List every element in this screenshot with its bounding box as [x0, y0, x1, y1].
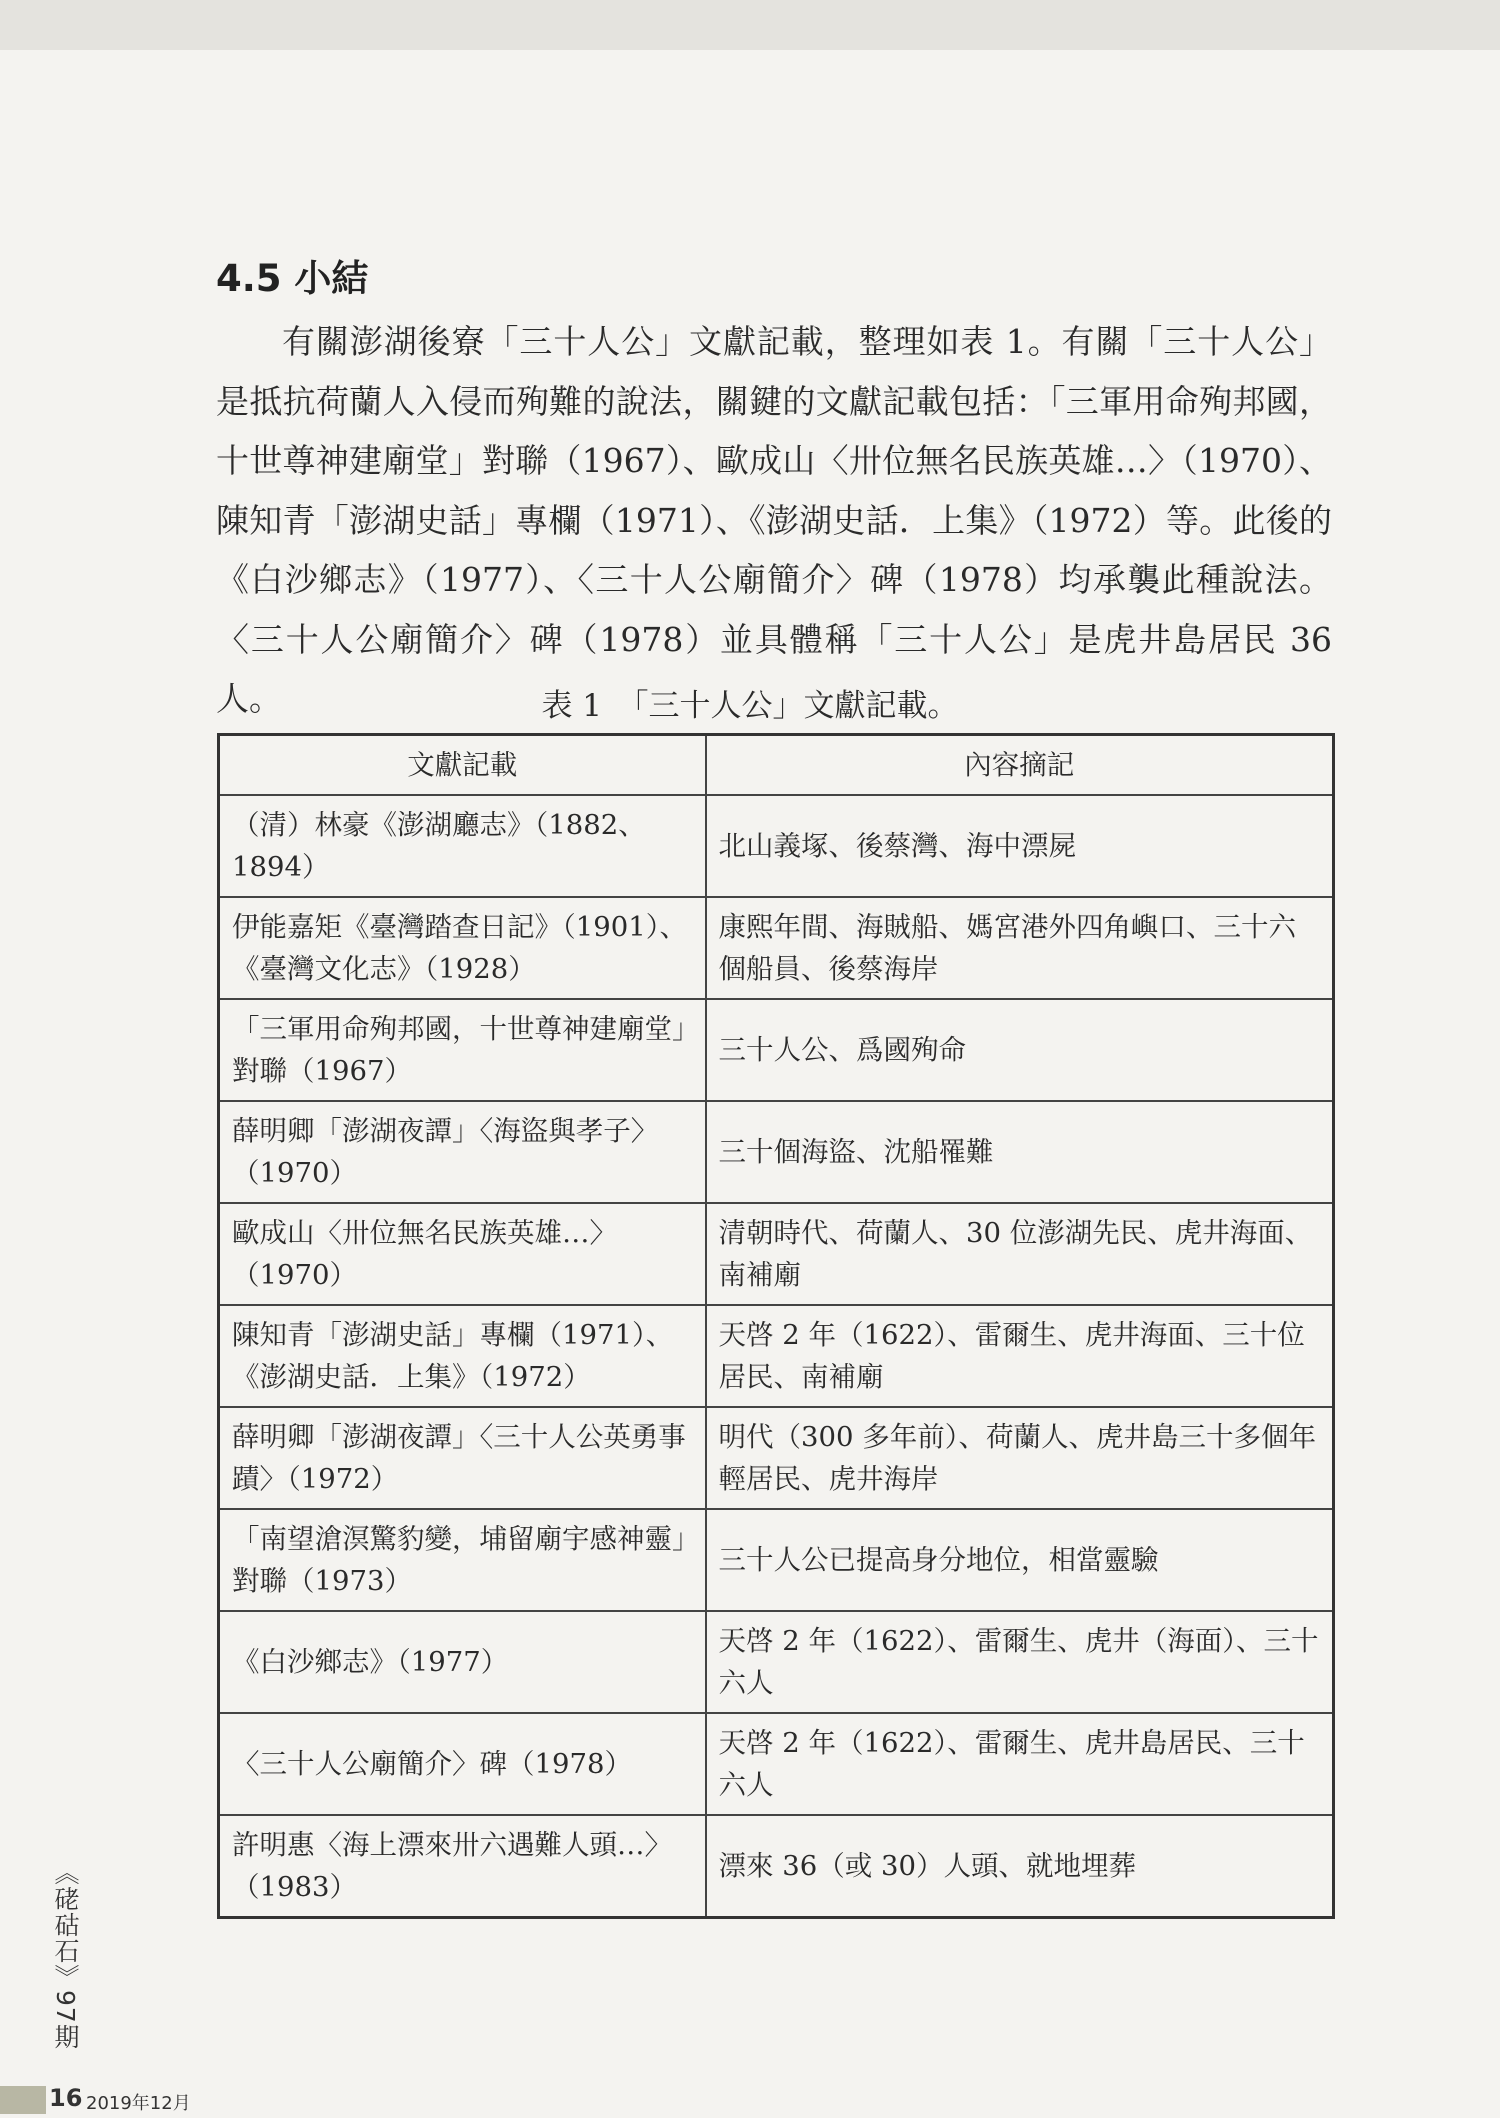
page-number: 16: [49, 2084, 83, 2112]
footer-bar: [0, 2086, 46, 2114]
literature-cell: 「三軍用命殉邦國，十世尊神建廟堂」對聯（1967）: [219, 999, 706, 1101]
table-row: [219, 1305, 1334, 1407]
table-row: [219, 897, 1334, 999]
literature-cell: 陳知青「澎湖史話」專欄（1971）、《澎湖史話．上集》（1972）: [219, 1305, 706, 1407]
content-cell: 天啓 2 年（1622）、雷爾生、虎井島居民、三十六人: [706, 1713, 1334, 1815]
content-cell: 清朝時代、荷蘭人、30 位澎湖先民、虎井海面、南補廟: [706, 1203, 1334, 1305]
journal-title: 《硓𥑮石》97期: [51, 1860, 80, 2050]
table-row: [219, 1815, 1334, 1918]
table-row: [219, 1509, 1334, 1611]
literature-cell: 薛明卿「澎湖夜譚」〈海盜與孝子〉（1970）: [219, 1101, 706, 1203]
literature-cell: 許明惠〈海上漂來卅六遇難人頭…〉（1983）: [219, 1815, 706, 1918]
content-cell: 漂來 36（或 30）人頭、就地埋葬: [706, 1815, 1334, 1918]
table-row: [219, 1713, 1334, 1815]
paragraph-text: 有關澎湖後寮「三十人公」文獻記載，整理如表 1。有關「三十人公」是抵抗荷蘭人入侵而殉難的說法，關鍵的文獻記載包括：「三軍用命殉邦國，十世尊神建廟堂」對聯（1967）、歐成山〈卅位無名民族英雄…〉（1970）、陳知青「澎湖史話」專欄（1971）、《澎湖史話．上集》（1972）等。此後的《白沙鄉志》（1977）、〈三十人公廟簡介〉碑（1978）均承襲此種說法。〈三十人公廟簡介〉碑（1978）並具體稱「三十人公」是虎井島居民 36 人。: [216, 322, 1332, 718]
table-row: [219, 1101, 1334, 1203]
literature-cell: 「南望滄溟驚豹變，埔留廟宇感神靈」對聯（1973）: [219, 1509, 706, 1611]
literature-cell: 伊能嘉矩《臺灣踏查日記》（1901）、《臺灣文化志》（1928）: [219, 897, 706, 999]
literature-cell: 薛明卿「澎湖夜譚」〈三十人公英勇事蹟〉（1972）: [219, 1407, 706, 1509]
literature-cell: 《白沙鄉志》（1977）: [219, 1611, 706, 1713]
table-row: [219, 999, 1334, 1101]
body-paragraph: [216, 312, 1332, 729]
section-heading: 4.5 小結: [216, 257, 369, 300]
content-cell: 三十人公已提高身分地位，相當靈驗: [706, 1509, 1334, 1611]
issue-date: 2019年12月: [86, 2093, 191, 2114]
literature-table: [217, 733, 1335, 1919]
content-cell: 天啓 2 年（1622）、雷爾生、虎井海面、三十位居民、南補廟: [706, 1305, 1334, 1407]
content-cell: 北山義塚、後蔡灣、海中漂屍: [706, 795, 1334, 897]
literature-cell: 〈三十人公廟簡介〉碑（1978）: [219, 1713, 706, 1815]
content-cell: 明代（300 多年前）、荷蘭人、虎井島三十多個年輕居民、虎井海岸: [706, 1407, 1334, 1509]
table-row: [219, 1611, 1334, 1713]
content-cell: 三十個海盜、沈船罹難: [706, 1101, 1334, 1203]
column-header-literature: 文獻記載: [219, 735, 706, 796]
table-row: [219, 1407, 1334, 1509]
table-caption: 表 1 「三十人公」文獻記載。: [541, 688, 959, 724]
column-header-content: 內容摘記: [706, 735, 1334, 796]
content-cell: 天啓 2 年（1622）、雷爾生、虎井（海面）、三十六人: [706, 1611, 1334, 1713]
table-header-row: [219, 735, 1334, 796]
literature-cell: （清）林豪《澎湖廳志》（1882、1894）: [219, 795, 706, 897]
table-row: [219, 795, 1334, 897]
table-row: [219, 1203, 1334, 1305]
content-cell: 三十人公、爲國殉命: [706, 999, 1334, 1101]
top-margin-band: [0, 0, 1500, 50]
literature-cell: 歐成山〈卅位無名民族英雄…〉（1970）: [219, 1203, 706, 1305]
content-cell: 康熙年間、海賊船、媽宮港外四角嶼口、三十六個船員、後蔡海岸: [706, 897, 1334, 999]
